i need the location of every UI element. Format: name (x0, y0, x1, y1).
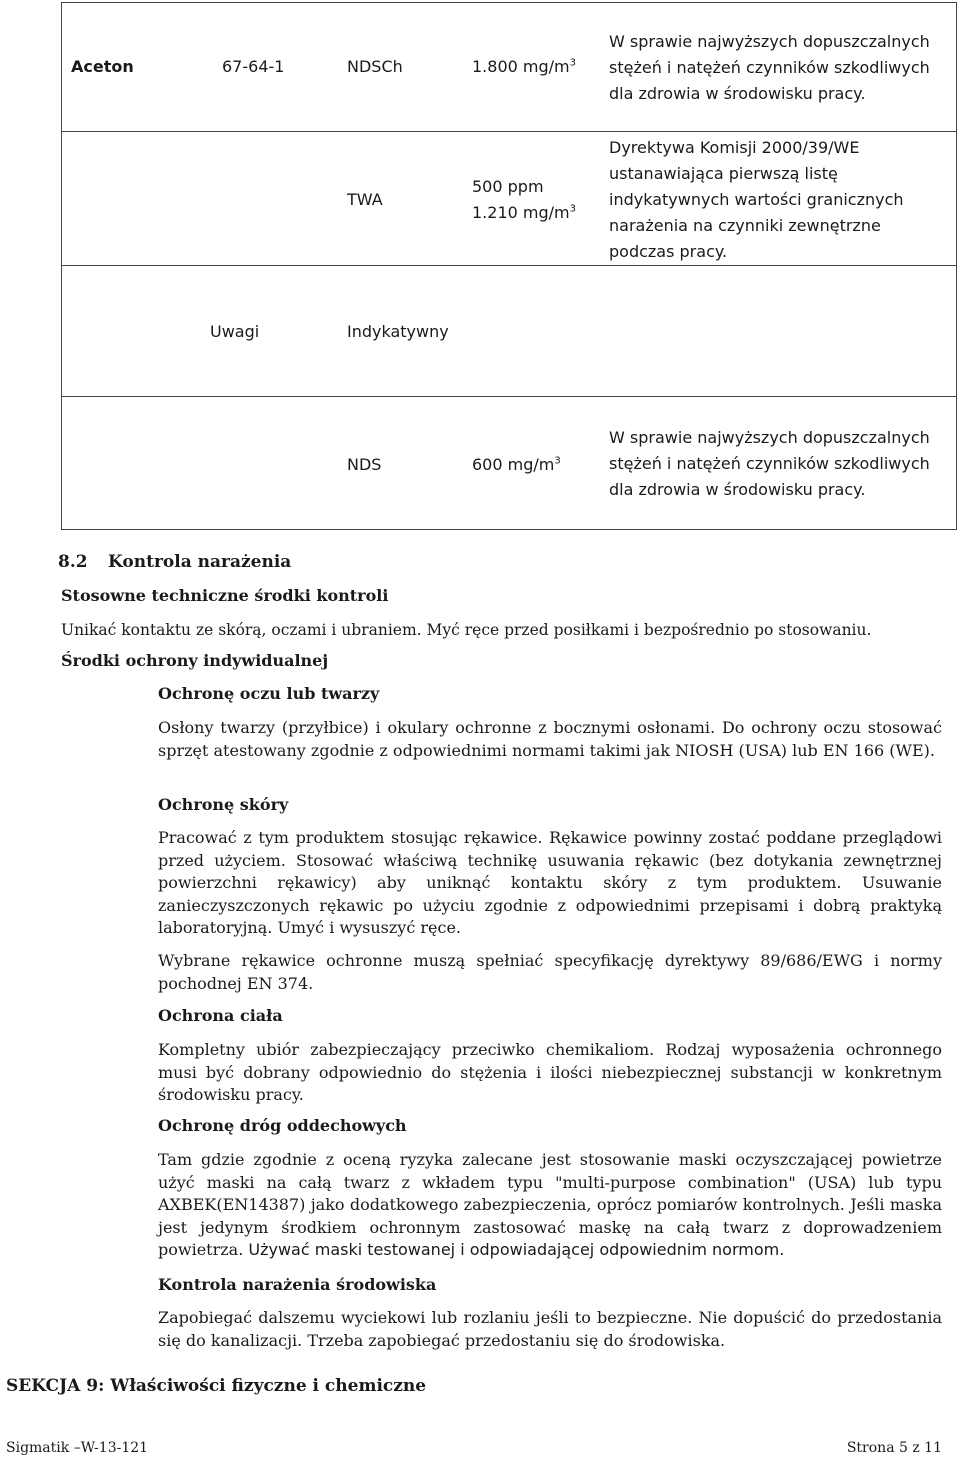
substance-name: Aceton (71, 57, 134, 76)
remarks-label: Uwagi (210, 322, 260, 341)
paragraph: Zapobiegać dalszemu wyciekowi lub rozlaniu jeśli to bezpieczne. Nie dopuścić do przedostania się do kanalizacji. Trzeba zapobiegać przedostaniu się do środowiska. (158, 1308, 942, 1350)
limit-source: W sprawie najwyższych dopuszczalnych stężeń i natężeń czynników szkodliwych dla zdrowia w środowisku pracy. (609, 32, 930, 103)
limit-value: 600 $mg/m^3$ (472, 455, 561, 474)
subsection-heading: Ochronę skóry (158, 795, 289, 814)
limit-source: Dyrektywa Komisji 2000/39/WE ustanawiająca pierwszą listę indykatywnych wartości granicznych narażenia na czynniki zewnętrzne podczas pracy. (609, 138, 904, 261)
paragraph: Unikać kontaktu ze skórą, oczami i ubraniem. Myć ręce przed posiłkami i bezpośrednio po stosowaniu. (61, 621, 872, 639)
limit-value: 1.800 $mg/m^3$ (472, 57, 576, 76)
subsection-heading: Ochronę oczu lub twarzy (158, 684, 380, 703)
limit-type: TWA (347, 190, 383, 209)
subsection-heading: Kontrola narażenia środowiska (158, 1275, 437, 1294)
subsection-heading: Stosowne techniczne środki kontroli (61, 586, 389, 605)
paragraph: Wybrane rękawice ochronne muszą spełniać specyfikację dyrektywy 89/686/EWG i normy pochodnej EN 374. (158, 951, 942, 993)
table-row-divider (61, 265, 957, 266)
paragraph: Pracować z tym produktem stosując rękawice. Rękawice powinny zostać poddane przeglądowi przed użyciem. Stosować właściwą technikę usuwania rękawic (bez dotykania zewnętrznej powierzchni rękawicy) aby uniknąć kontaktu skóry z tym produktem. Usuwanie zanieczyszczonych rękawic po użyciu zgodnie z odpowiednimi przepisami i dobrą praktyką laboratoryjną. Umyć i wysuszyć ręce. (158, 828, 942, 937)
subsection-heading: Ochrona ciała (158, 1006, 283, 1025)
limit-type: NDS (347, 455, 382, 474)
table-row-divider (61, 131, 957, 132)
paragraph: Osłony twarzy (przyłbice) i okulary ochronne z bocznymi osłonami. Do ochrony oczu stosować sprzęt atestowany zgodnie z odpowiednimi normami takimi jak NIOSH (USA) lub EN 166 (WE). (158, 718, 942, 760)
remarks-value: Indykatywny (347, 322, 449, 341)
table-row-divider (61, 396, 957, 397)
cas-number: 67-64-1 (222, 57, 285, 76)
subsection-heading: Ochronę dróg oddechowych (158, 1116, 407, 1135)
section-heading: SEKCJA 9: Właściwości fizyczne i chemiczne (6, 1376, 427, 1396)
footer-page-number: Strona 5 z 11 (846, 1440, 942, 1456)
section-heading: 8.2 Kontrola narażenia (58, 552, 292, 572)
paragraph: Tam gdzie zgodnie z oceną ryzyka zalecane jest stosowanie maski oczyszczającej powietrze użyć maski na całą twarz z wkładem typu "multi-purpose combination" (USA) lub typu AXBEK(EN14387) jako dodatkowego zabezpieczenia, oprócz pomiarów kontrolnych. Jeśli maska jest jedynym środkiem ochronnym zastosować maskę na całą twarz z doprowadzeniem powietrza. Używać maski testowanej i odpowiadającej odpowiednim normom. (158, 1150, 942, 1259)
limit-type: NDSCh (347, 57, 403, 76)
footer-doc-id: Sigmatik –W-13-121 (6, 1440, 149, 1456)
paragraph: Kompletny ubiór zabezpieczający przeciwko chemikaliom. Rodzaj wyposażenia ochronnego musi być dobrany odpowiednio do stężenia i ilości niebezpiecznej substancji w konkretnym środowisku pracy. (158, 1040, 942, 1104)
subsection-heading: Środki ochrony indywidualnej (61, 651, 329, 670)
limit-source: W sprawie najwyższych dopuszczalnych stężeń i natężeń czynników szkodliwych dla zdrowia w środowisku pracy. (609, 428, 930, 499)
limit-value: 500 ppm 1.210 $mg/m^3$ (472, 177, 576, 222)
